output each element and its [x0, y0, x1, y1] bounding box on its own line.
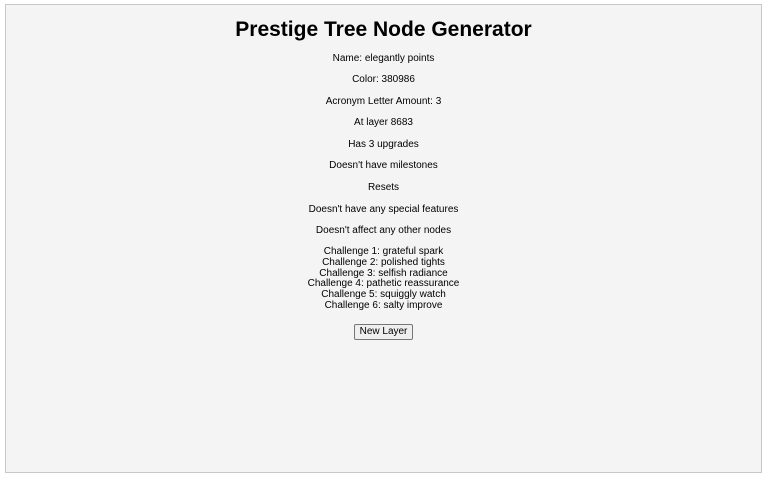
new-layer-button[interactable]: New Layer — [354, 324, 414, 340]
challenge-item: Challenge 1: grateful spark — [323, 246, 444, 257]
upgrades-count: Has 3 upgrades — [348, 139, 419, 150]
challenge-list — [6, 247, 761, 312]
page-title: Prestige Tree Node Generator — [235, 18, 532, 41]
node-color: Color: 380986 — [352, 74, 415, 85]
resets-label: Resets — [367, 182, 400, 193]
node-name: Name: elegantly points — [332, 53, 435, 64]
challenge-item: Challenge 6: salty improve — [324, 299, 443, 311]
affects-nodes-status: Doesn't affect any other nodes — [315, 225, 452, 236]
generator-panel — [5, 4, 762, 473]
button-row — [6, 321, 761, 340]
layer-number: At layer 8683 — [354, 117, 413, 128]
challenge-item: Challenge 2: polished tights — [322, 256, 445, 268]
challenge-item: Challenge 5: squiggly watch — [321, 289, 446, 301]
challenge-item: Challenge 4: pathetic reassurance — [307, 278, 460, 290]
acronym-letter-amount: Acronym Letter Amount: 3 — [325, 96, 442, 107]
challenge-item: Challenge 3: selfish radiance — [319, 267, 448, 279]
special-features-status: Doesn't have any special features — [308, 204, 459, 215]
milestones-status: Doesn't have milestones — [329, 160, 438, 171]
